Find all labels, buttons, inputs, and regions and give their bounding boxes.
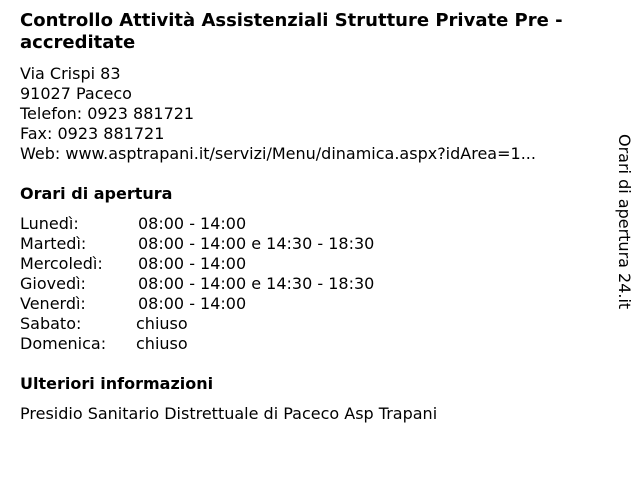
hours-value: 08:00 - 14:00 e 14:30 - 18:30 — [138, 234, 375, 253]
hours-value: chiuso — [136, 334, 188, 353]
opening-hours-heading: Orari di apertura — [20, 184, 173, 203]
hours-value: 08:00 - 14:00 e 14:30 - 18:30 — [138, 274, 375, 293]
further-info-text: Presidio Sanitario Distrettuale di Paceco Asp Trapani — [20, 404, 438, 423]
hours-row — [20, 314, 374, 334]
hours-row — [20, 214, 374, 234]
hours-row — [20, 274, 374, 294]
city: 91027 Paceco — [20, 84, 132, 103]
hours-row — [20, 234, 374, 254]
day-label: Lunedì: — [20, 214, 79, 233]
fax-number: Fax: 0923 881721 — [20, 124, 165, 143]
day-label: Giovedì: — [20, 274, 86, 293]
phone-number: Telefon: 0923 881721 — [20, 104, 195, 123]
opening-hours-table — [20, 214, 374, 354]
day-label: Mercoledì: — [20, 254, 103, 273]
hours-value: chiuso — [136, 314, 188, 333]
day-label: Venerdì: — [20, 294, 86, 313]
site-watermark: Orari di apertura 24.it — [615, 134, 634, 310]
hours-row — [20, 254, 374, 274]
hours-row — [20, 294, 374, 314]
street-address: Via Crispi 83 — [20, 64, 121, 83]
further-info-heading: Ulteriori informazioni — [20, 374, 214, 393]
address-block — [20, 64, 536, 164]
hours-value: 08:00 - 14:00 — [138, 294, 247, 313]
page-title: Controllo Attività Assistenziali Strutture Private Pre -accreditate — [20, 10, 563, 53]
website-link[interactable]: Web: www.asptrapani.it/servizi/Menu/dinamica.aspx?idArea=1... — [20, 144, 536, 163]
day-label: Martedì: — [20, 234, 87, 253]
day-label: Domenica: — [20, 334, 107, 353]
hours-value: 08:00 - 14:00 — [138, 254, 247, 273]
hours-row — [20, 334, 374, 354]
day-label: Sabato: — [20, 314, 82, 333]
hours-value: 08:00 - 14:00 — [138, 214, 247, 233]
